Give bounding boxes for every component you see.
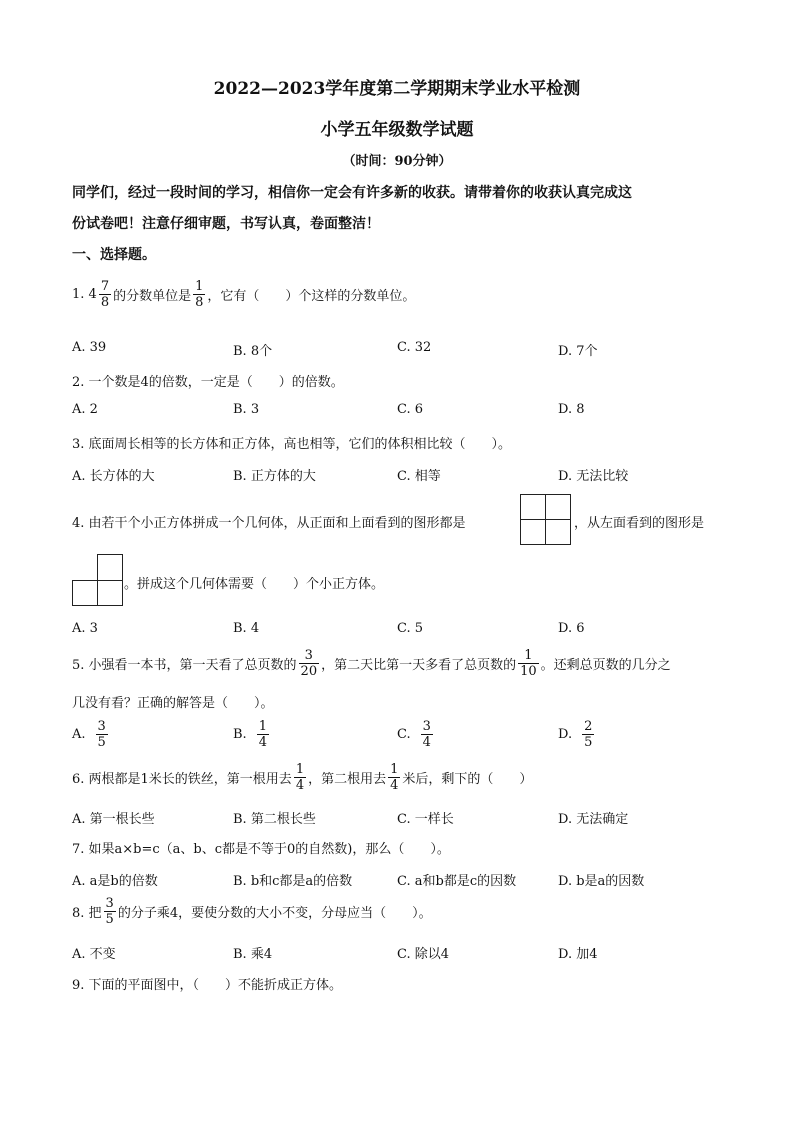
q5-c-fraction bbox=[421, 719, 433, 750]
q8-option-b[interactable]: B. 乘4 bbox=[233, 947, 273, 962]
view-cell bbox=[545, 494, 571, 520]
question-2: 2. 一个数是4的倍数，一定是（ ）的倍数。 bbox=[72, 375, 344, 390]
q8-frac1-num: 3 bbox=[105, 896, 114, 911]
q5-d-den: 5 bbox=[584, 735, 593, 750]
q6-frac1-num: 1 bbox=[295, 762, 305, 777]
q5-b-den: 4 bbox=[258, 735, 267, 750]
q8-option-a[interactable]: A. 不变 bbox=[72, 947, 116, 962]
question-8 bbox=[72, 896, 432, 927]
q7-option-a[interactable]: A. a是b的倍数 bbox=[72, 874, 158, 889]
q5-c-num: 3 bbox=[422, 719, 431, 734]
q6-prefix: 6. 两根都是1米长的铁丝，第一根用去 bbox=[72, 772, 292, 787]
front-top-view-figure bbox=[520, 494, 574, 544]
section-heading: 一、选择题。 bbox=[72, 247, 156, 263]
intro-line-2: 份试卷吧！注意仔细审题，书写认真，卷面整洁！ bbox=[72, 216, 380, 232]
q6-option-b[interactable]: B. 第二根长些 bbox=[233, 812, 316, 827]
exam-time: （时间：90分钟） bbox=[342, 154, 452, 169]
view-cell bbox=[97, 580, 123, 606]
q5-c-den: 4 bbox=[422, 735, 431, 750]
left-view-figure bbox=[72, 554, 126, 606]
q8-suffix: 的分子乘4，要使分数的大小不变，分母应当（ ）。 bbox=[117, 906, 432, 921]
question-5-line-2: 几没有看？正确的解答是（ ）。 bbox=[72, 696, 274, 711]
q5-prefix: 5. 小强看一本书，第一天看了总页数的 bbox=[72, 658, 297, 673]
question-3: 3. 底面周长相等的长方体和正方体，高也相等，它们的体积相比较（ ）。 bbox=[72, 437, 512, 452]
q1-fraction-2 bbox=[193, 279, 205, 310]
q5-a-fraction bbox=[96, 719, 108, 750]
q5-a-label: A. bbox=[72, 727, 86, 742]
q1-mid: 的分数单位是 bbox=[113, 289, 192, 304]
view-cell bbox=[520, 494, 546, 520]
q6-frac2-num: 1 bbox=[390, 762, 399, 777]
q1-option-c[interactable]: C. 32 bbox=[397, 340, 432, 355]
q6-option-c[interactable]: C. 一样长 bbox=[397, 812, 454, 827]
question-4-line-1b: ，从左面看到的图形是 bbox=[574, 516, 705, 531]
question-7: 7. 如果a×b=c（a、b、c都是不等于0的自然数)，那么（ ）。 bbox=[72, 842, 450, 857]
question-9: 9. 下面的平面图中，（ ）不能折成正方体。 bbox=[72, 978, 343, 993]
view-cell bbox=[545, 519, 571, 545]
q1-option-d[interactable]: D. 7个 bbox=[558, 344, 598, 359]
q1-frac2-num: 1 bbox=[195, 279, 204, 294]
q5-frac1-num: 3 bbox=[304, 648, 313, 663]
q6-fraction-2 bbox=[388, 762, 400, 793]
q8-fraction-1 bbox=[104, 896, 116, 927]
exam-subtitle: 小学五年级数学试题 bbox=[320, 120, 474, 140]
q8-prefix: 8. 把 bbox=[72, 906, 102, 921]
view-cell bbox=[97, 554, 123, 581]
q1-frac2-den: 8 bbox=[195, 295, 204, 310]
q1-option-a[interactable]: A. 39 bbox=[72, 340, 107, 355]
question-6 bbox=[72, 762, 532, 793]
exam-title: 2022—2023学年度第二学期期末学业水平检测 bbox=[213, 79, 581, 99]
view-cell bbox=[520, 519, 546, 545]
q7-option-b[interactable]: B. b和c都是a的倍数 bbox=[233, 874, 353, 889]
q6-frac2-den: 4 bbox=[390, 778, 399, 793]
q5-option-d[interactable] bbox=[558, 719, 596, 750]
q3-option-c[interactable]: C. 相等 bbox=[397, 469, 441, 484]
q4-option-c[interactable]: C. 5 bbox=[397, 621, 424, 636]
q5-option-a[interactable] bbox=[72, 719, 110, 750]
question-4-line-1a: 4. 由若干个小正方体拼成一个几何体，从正面和上面看到的图形都是 bbox=[72, 516, 466, 531]
q1-prefix: 1. 4 bbox=[72, 287, 97, 302]
q6-option-a[interactable]: A. 第一根长些 bbox=[72, 812, 155, 827]
q2-option-b[interactable]: B. 3 bbox=[233, 402, 260, 417]
q1-frac1-num: 7 bbox=[100, 279, 110, 294]
q1-fraction-1 bbox=[99, 279, 111, 310]
q5-a-den: 5 bbox=[97, 735, 106, 750]
q5-d-label: D. bbox=[558, 727, 573, 742]
view-cell bbox=[72, 580, 98, 606]
question-1 bbox=[72, 279, 415, 310]
q7-option-c[interactable]: C. a和b都是c的因数 bbox=[397, 874, 517, 889]
q5-a-num: 3 bbox=[97, 719, 106, 734]
q8-frac1-den: 5 bbox=[105, 912, 114, 927]
q4-option-a[interactable]: A. 3 bbox=[72, 621, 98, 636]
q1-frac1-den: 8 bbox=[100, 295, 110, 310]
q6-suffix: 米后，剩下的（ ） bbox=[402, 772, 533, 787]
q5-frac2-den: 10 bbox=[520, 664, 537, 679]
q4-option-b[interactable]: B. 4 bbox=[233, 621, 260, 636]
q5-b-num: 1 bbox=[258, 719, 267, 734]
intro-line-1: 同学们，经过一段时间的学习，相信你一定会有许多新的收获。请带着你的收获认真完成这 bbox=[72, 185, 632, 201]
q3-option-d[interactable]: D. 无法比较 bbox=[558, 469, 629, 484]
q2-option-c[interactable]: C. 6 bbox=[397, 402, 424, 417]
q4-option-d[interactable]: D. 6 bbox=[558, 621, 585, 636]
q1-option-b[interactable]: B. 8个 bbox=[233, 344, 273, 359]
q7-option-d[interactable]: D. b是a的因数 bbox=[558, 874, 645, 889]
q5-b-label: B. bbox=[233, 727, 247, 742]
q5-d-num: 2 bbox=[584, 719, 593, 734]
q8-option-d[interactable]: D. 加4 bbox=[558, 947, 598, 962]
q5-option-c[interactable] bbox=[397, 719, 435, 750]
q5-frac2-num: 1 bbox=[524, 648, 533, 663]
q5-frac1-den: 20 bbox=[300, 664, 318, 679]
q2-option-a[interactable]: A. 2 bbox=[72, 402, 98, 417]
q5-d-fraction bbox=[582, 719, 594, 750]
q5-suffix: 。还剩总页数的几分之 bbox=[540, 658, 671, 673]
q5-fraction-1 bbox=[299, 648, 320, 679]
q6-mid: ，第二根用去 bbox=[308, 772, 387, 787]
q6-frac1-den: 4 bbox=[295, 778, 305, 793]
q5-b-fraction bbox=[257, 719, 269, 750]
question-4-line-2: 。拼成这个几何体需要（ ）个小正方体。 bbox=[124, 577, 385, 592]
q1-suffix: ，它有（ ）个这样的分数单位。 bbox=[207, 289, 416, 304]
question-5-line-1 bbox=[72, 648, 671, 679]
q3-option-b[interactable]: B. 正方体的大 bbox=[233, 469, 316, 484]
q5-mid: ，第二天比第一天多看了总页数的 bbox=[321, 658, 517, 673]
q6-option-d[interactable]: D. 无法确定 bbox=[558, 812, 629, 827]
q3-option-a[interactable]: A. 长方体的大 bbox=[72, 469, 155, 484]
q6-fraction-1 bbox=[294, 762, 306, 793]
q5-option-b[interactable] bbox=[233, 719, 271, 750]
q2-option-d[interactable]: D. 8 bbox=[558, 402, 585, 417]
q5-c-label: C. bbox=[397, 727, 411, 742]
q8-option-c[interactable]: C. 除以4 bbox=[397, 947, 450, 962]
q5-fraction-2 bbox=[518, 648, 539, 679]
